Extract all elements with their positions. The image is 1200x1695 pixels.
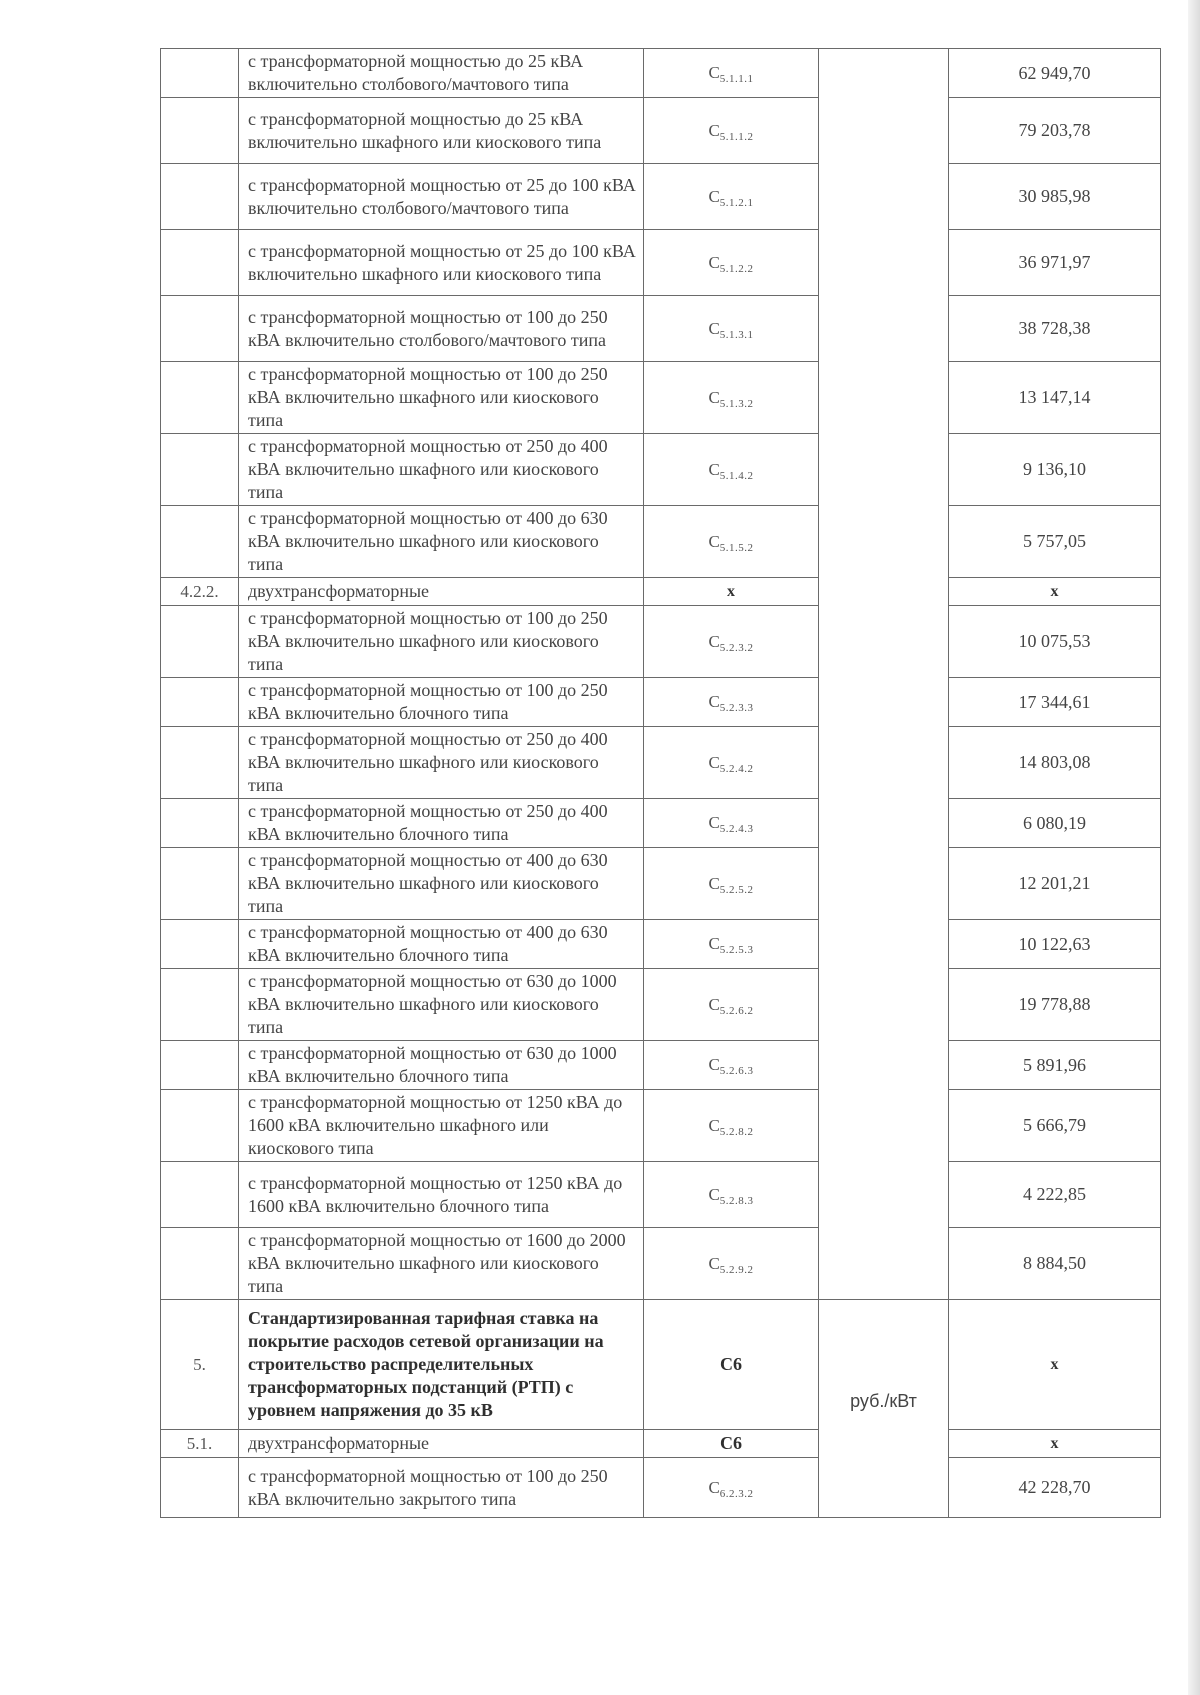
row-description: с трансформаторной мощностью от 630 до 1000 кВА включительно шкафного или киоскового типа (239, 969, 644, 1041)
rate-code-base: С (708, 1253, 720, 1273)
rate-code-subscript: 5.1.5.2 (719, 541, 754, 554)
row-description: с трансформаторной мощностью от 1600 до 2000 кВА включительно шкафного или киоскового типа (239, 1228, 644, 1300)
row-description: с трансформаторной мощностью от 250 до 400 кВА включительно блочного типа (239, 799, 644, 848)
rate-code-subscript: 5.2.5.3 (719, 944, 754, 956)
row-description: с трансформаторной мощностью от 25 до 100 кВА включительно столбового/мачтового типа (239, 164, 644, 230)
rate-value: 5 757,05 (949, 506, 1161, 578)
rate-value: 9 136,10 (949, 434, 1161, 506)
rate-value: 36 971,97 (949, 230, 1161, 296)
rate-code-base: С (708, 873, 720, 893)
rate-value: 17 344,61 (949, 678, 1161, 727)
rate-value: 19 778,88 (949, 969, 1161, 1041)
table-row (161, 606, 1161, 678)
rate-code-subscript: 5.2.3.3 (719, 702, 754, 714)
row-number (161, 678, 239, 727)
row-number (161, 1090, 239, 1162)
rate-code-subscript: 5.2.4.2 (719, 762, 754, 775)
unit-cell: руб./кВт (819, 1300, 949, 1518)
rate-value: 62 949,70 (949, 49, 1161, 98)
rate-code-subscript: 5.1.1.2 (719, 130, 754, 143)
rate-value: 10 075,53 (949, 606, 1161, 678)
rate-code (644, 296, 819, 362)
rate-value: 8 884,50 (949, 1228, 1161, 1300)
row-description: с трансформаторной мощностью от 630 до 1000 кВА включительно блочного типа (239, 1041, 644, 1090)
row-description: с трансформаторной мощностью от 100 до 250 кВА включительно шкафного или киоскового типа (239, 606, 644, 678)
row-description: с трансформаторной мощностью от 250 до 400 кВА включительно шкафного или киоскового типа (239, 434, 644, 506)
row-description: с трансформаторной мощностью от 100 до 250 кВА включительно блочного типа (239, 678, 644, 727)
table-row (161, 164, 1161, 230)
table-row (161, 578, 1161, 606)
unit-cell (819, 49, 949, 1300)
rate-code-subscript: 5.2.5.2 (719, 883, 754, 896)
row-description: с трансформаторной мощностью до 25 кВА включительно шкафного или киоскового типа (239, 98, 644, 164)
row-number (161, 920, 239, 969)
rate-code-base: х (727, 582, 735, 600)
rate-code (644, 230, 819, 296)
rate-value: 79 203,78 (949, 98, 1161, 164)
table-row (161, 362, 1161, 434)
table-row (161, 1430, 1161, 1458)
row-number (161, 434, 239, 506)
rate-code-base: С (708, 120, 720, 140)
table-row (161, 1162, 1161, 1228)
rate-value: х (949, 578, 1161, 606)
row-description: с трансформаторной мощностью от 100 до 250 кВА включительно закрытого типа (239, 1458, 644, 1518)
table-row (161, 1041, 1161, 1090)
rate-code-base: С (708, 63, 720, 82)
table-row (161, 920, 1161, 969)
rate-code (644, 920, 819, 969)
rate-code (644, 1458, 819, 1518)
rate-code-base: С (708, 1477, 720, 1497)
row-number (161, 98, 239, 164)
rate-code (644, 49, 819, 98)
row-number (161, 49, 239, 98)
row-number (161, 1458, 239, 1518)
table-row (161, 506, 1161, 578)
rate-code-base: С (708, 1055, 720, 1074)
rate-value: 14 803,08 (949, 727, 1161, 799)
rate-code (644, 1041, 819, 1090)
rate-code (644, 678, 819, 727)
row-number: 5. (161, 1300, 239, 1430)
rate-code (644, 98, 819, 164)
rate-code-subscript: 5.2.3.2 (719, 641, 754, 654)
rate-code-base: С (708, 1184, 720, 1204)
table-row (161, 1090, 1161, 1162)
row-number: 5.1. (161, 1430, 239, 1458)
row-number (161, 164, 239, 230)
rate-code (644, 1430, 819, 1458)
table-row (161, 969, 1161, 1041)
rate-code (644, 969, 819, 1041)
row-description: с трансформаторной мощностью от 100 до 250 кВА включительно шкафного или киоскового типа (239, 362, 644, 434)
rate-code-base: С (708, 994, 720, 1014)
table-row (161, 98, 1161, 164)
row-number (161, 799, 239, 848)
table-row (161, 1458, 1161, 1518)
rate-code-subscript: 5.2.6.2 (719, 1004, 754, 1017)
row-description: с трансформаторной мощностью от 25 до 100 кВА включительно шкафного или киоскового типа (239, 230, 644, 296)
rate-code-base: С (708, 459, 720, 479)
table-row (161, 1300, 1161, 1430)
rate-code-subscript: 5.2.9.2 (719, 1263, 754, 1276)
table-row (161, 1228, 1161, 1300)
table-row (161, 434, 1161, 506)
rate-code-subscript: 6.2.3.2 (719, 1487, 754, 1500)
rate-code (644, 434, 819, 506)
page-edge (1188, 0, 1200, 1695)
rate-code-base: С6 (720, 1354, 742, 1374)
rate-code-base: С (708, 1115, 720, 1135)
rate-code-base: С (708, 631, 720, 651)
row-description: с трансформаторной мощностью от 400 до 630 кВА включительно блочного типа (239, 920, 644, 969)
rate-value: 30 985,98 (949, 164, 1161, 230)
rate-code-base: С (708, 752, 720, 772)
rate-code-subscript: 5.1.4.2 (719, 469, 754, 482)
rate-value: 42 228,70 (949, 1458, 1161, 1518)
row-number (161, 727, 239, 799)
tariff-table-body (161, 49, 1161, 1518)
rate-code-subscript: 5.1.2.2 (719, 262, 754, 275)
table-row (161, 296, 1161, 362)
table-row (161, 727, 1161, 799)
rate-code-base: С (708, 186, 720, 206)
row-number (161, 230, 239, 296)
rate-code (644, 1162, 819, 1228)
tariff-table (160, 48, 1161, 1518)
rate-code (644, 1228, 819, 1300)
row-number (161, 606, 239, 678)
rate-code-base: С (708, 813, 720, 832)
row-description: с трансформаторной мощностью от 400 до 630 кВА включительно шкафного или киоскового типа (239, 506, 644, 578)
rate-code-base: С (708, 387, 720, 407)
row-number (161, 296, 239, 362)
row-description: с трансформаторной мощностью от 400 до 630 кВА включительно шкафного или киоскового типа (239, 848, 644, 920)
row-number (161, 362, 239, 434)
rate-code-subscript: 5.2.8.3 (719, 1194, 754, 1207)
rate-code (644, 606, 819, 678)
rate-value: 12 201,21 (949, 848, 1161, 920)
row-number (161, 848, 239, 920)
rate-code-base: С (708, 934, 720, 953)
table-row (161, 678, 1161, 727)
rate-code (644, 506, 819, 578)
rate-code-subscript: 5.1.3.2 (719, 397, 754, 410)
row-description: с трансформаторной мощностью от 1250 кВА до 1600 кВА включительно шкафного или киоскового типа (239, 1090, 644, 1162)
row-number (161, 1162, 239, 1228)
rate-value: х (949, 1430, 1161, 1458)
row-description: Стандартизированная тарифная ставка на покрытие расходов сетевой организации на строительство распределительных трансформаторных подстанций (РТП) с уровнем напряжения до 35 кВ (239, 1300, 644, 1430)
row-description: с трансформаторной мощностью до 25 кВА включительно столбового/мачтового типа (239, 49, 644, 98)
rate-value: 38 728,38 (949, 296, 1161, 362)
rate-code (644, 164, 819, 230)
row-number (161, 1041, 239, 1090)
rate-code (644, 578, 819, 606)
rate-code-subscript: 5.2.8.2 (719, 1125, 754, 1138)
rate-code-base: С (708, 692, 720, 711)
rate-code-base: С6 (720, 1433, 742, 1453)
rate-code-subscript: 5.2.6.3 (719, 1065, 754, 1077)
rate-value: 10 122,63 (949, 920, 1161, 969)
rate-value: 6 080,19 (949, 799, 1161, 848)
rate-code (644, 727, 819, 799)
table-row (161, 230, 1161, 296)
row-number (161, 969, 239, 1041)
rate-value: х (949, 1300, 1161, 1430)
rate-value: 5 891,96 (949, 1041, 1161, 1090)
row-description: с трансформаторной мощностью от 250 до 400 кВА включительно шкафного или киоскового типа (239, 727, 644, 799)
rate-code-base: С (708, 531, 720, 551)
rate-code (644, 362, 819, 434)
table-row (161, 799, 1161, 848)
row-number (161, 1228, 239, 1300)
rate-code-subscript: 5.2.4.3 (719, 823, 754, 835)
table-row (161, 49, 1161, 98)
row-description: двухтрансформаторные (239, 578, 644, 606)
rate-code-subscript: 5.1.3.1 (719, 328, 754, 341)
rate-value: 5 666,79 (949, 1090, 1161, 1162)
table-row (161, 848, 1161, 920)
rate-code-subscript: 5.1.2.1 (719, 196, 754, 209)
row-description: двухтрансформаторные (239, 1430, 644, 1458)
row-description: с трансформаторной мощностью от 100 до 250 кВА включительно столбового/мачтового типа (239, 296, 644, 362)
rate-code-base: С (708, 252, 720, 272)
row-description: с трансформаторной мощностью от 1250 кВА до 1600 кВА включительно блочного типа (239, 1162, 644, 1228)
rate-code-base: С (708, 318, 720, 338)
rate-value: 13 147,14 (949, 362, 1161, 434)
rate-code-subscript: 5.1.1.1 (719, 73, 754, 85)
rate-code (644, 848, 819, 920)
rate-code (644, 799, 819, 848)
row-number: 4.2.2. (161, 578, 239, 606)
rate-code (644, 1090, 819, 1162)
rate-code (644, 1300, 819, 1430)
rate-value: 4 222,85 (949, 1162, 1161, 1228)
row-number (161, 506, 239, 578)
